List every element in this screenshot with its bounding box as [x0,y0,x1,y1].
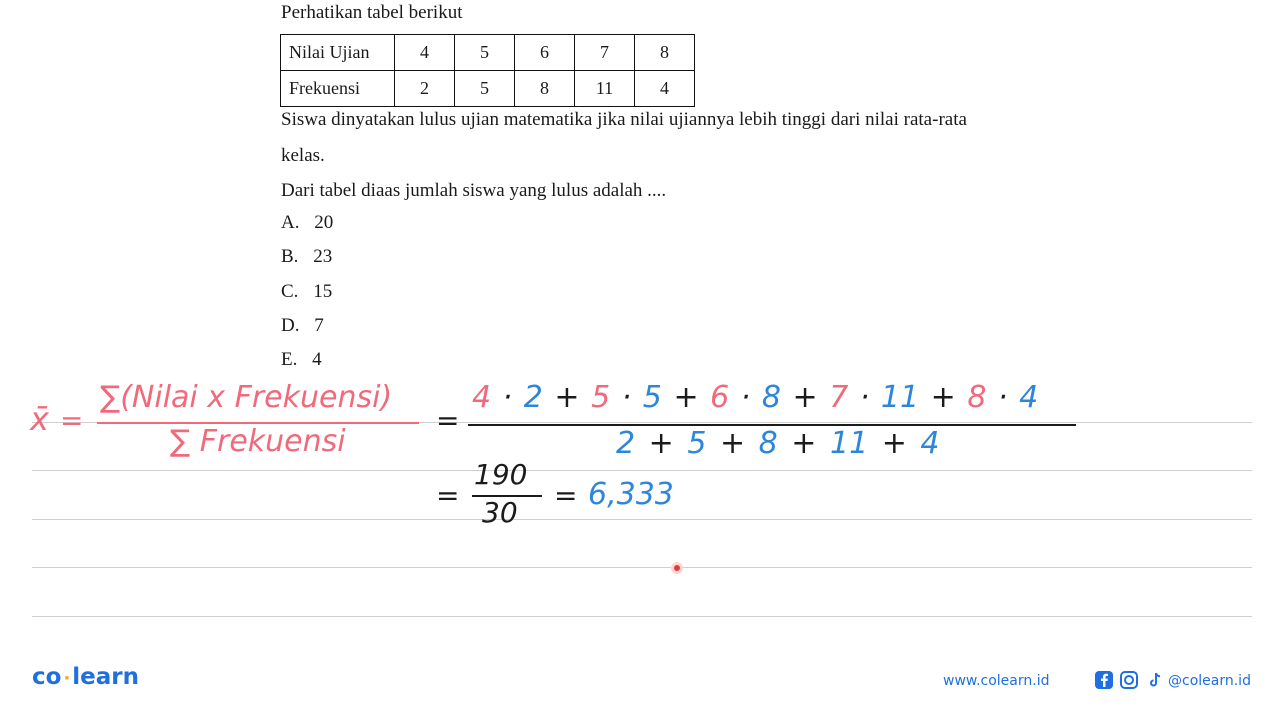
freq-term: 4 [1019,380,1039,415]
dot-operator: · [502,380,513,415]
option-d [281,315,324,337]
notebook-rule [32,616,1252,617]
option-value: 23 [313,246,333,267]
plus-operator: + [554,380,580,415]
score-table [280,34,695,107]
table-cell: 2 [395,71,455,107]
plus-operator: + [791,426,817,461]
notebook-rule [32,470,1252,471]
equals-sign: = [60,404,84,437]
logo-text-learn: learn [72,664,140,690]
question-ask: Dari tabel diaas jumlah siswa yang lulus adalah .... [281,180,667,201]
freq-term: 2 [523,380,543,415]
pen-cursor-icon [671,562,683,574]
score-term: 7 [829,380,849,415]
table-row [281,71,695,107]
sum-frequencies [616,426,940,461]
table-cell: 8 [515,71,575,107]
equals-sign: = [436,404,460,437]
option-a [281,212,333,234]
statement-line-2: kelas. [281,145,325,166]
score-term: 5 [591,380,611,415]
freq-term: 11 [880,380,920,415]
formula-numerator: ∑(Nilai x Frekuensi) [100,380,393,415]
score-term: 4 [472,380,492,415]
colearn-logo [32,664,139,690]
facebook-icon[interactable] [1095,671,1113,689]
dot-operator: · [740,380,751,415]
table-header-frekuensi: Frekuensi [281,71,395,107]
dot-operator: · [997,380,1008,415]
option-letter: D. [281,315,300,336]
dot-operator: · [859,380,870,415]
table-header-nilai: Nilai Ujian [281,35,395,71]
question-intro: Perhatikan tabel berikut [281,2,463,23]
logo-dot: · [63,668,71,689]
table-cell: 5 [455,35,515,71]
logo-text-co: co [32,664,62,690]
option-b [281,246,332,268]
freq-term: 5 [687,426,707,461]
option-e [281,349,322,371]
score-term: 6 [710,380,730,415]
notebook-rule [32,567,1252,568]
sum-products [472,380,1038,415]
plus-operator: + [673,380,699,415]
option-value: 4 [312,349,322,370]
table-cell: 4 [635,71,695,107]
plus-operator: + [719,426,746,461]
plus-operator: + [930,380,956,415]
option-letter: B. [281,246,299,267]
freq-term: 4 [920,426,940,461]
plus-operator: + [792,380,818,415]
plus-operator: + [648,426,674,461]
result-numerator: 190 [474,458,528,491]
option-value: 20 [314,212,334,233]
freq-term: 11 [829,426,869,461]
dot-operator: · [621,380,632,415]
table-cell: 6 [515,35,575,71]
notebook-rule [32,519,1252,520]
option-value: 15 [313,281,333,302]
equals-sign: = [554,479,578,512]
website-link[interactable]: www.colearn.id [943,673,1050,689]
plus-operator: + [881,426,907,461]
table-cell: 5 [455,71,515,107]
freq-term: 8 [761,380,781,415]
table-cell: 7 [575,35,635,71]
option-value: 7 [314,315,324,336]
tiktok-icon[interactable] [1146,671,1164,689]
instagram-icon[interactable] [1120,671,1138,689]
option-c [281,281,332,303]
social-handle[interactable]: @colearn.id [1168,673,1251,689]
option-letter: A. [281,212,300,233]
equals-sign: = [436,479,460,512]
table-cell: 8 [635,35,695,71]
formula-denominator: ∑ Frekuensi [170,424,346,459]
statement-line-1: Siswa dinyatakan lulus ujian matematika jika nilai ujiannya lebih tinggi dari nilai rata-rata [281,109,967,130]
option-letter: C. [281,281,299,302]
score-term: 8 [967,380,987,415]
result-denominator: 30 [482,496,518,529]
table-cell: 4 [395,35,455,71]
option-letter: E. [281,349,298,370]
mean-result: 6,333 [588,477,674,512]
mean-symbol: x̄ [30,400,49,438]
freq-term: 8 [758,426,778,461]
freq-term: 2 [616,426,636,461]
table-row [281,35,695,71]
freq-term: 5 [642,380,662,415]
table-cell: 11 [575,71,635,107]
